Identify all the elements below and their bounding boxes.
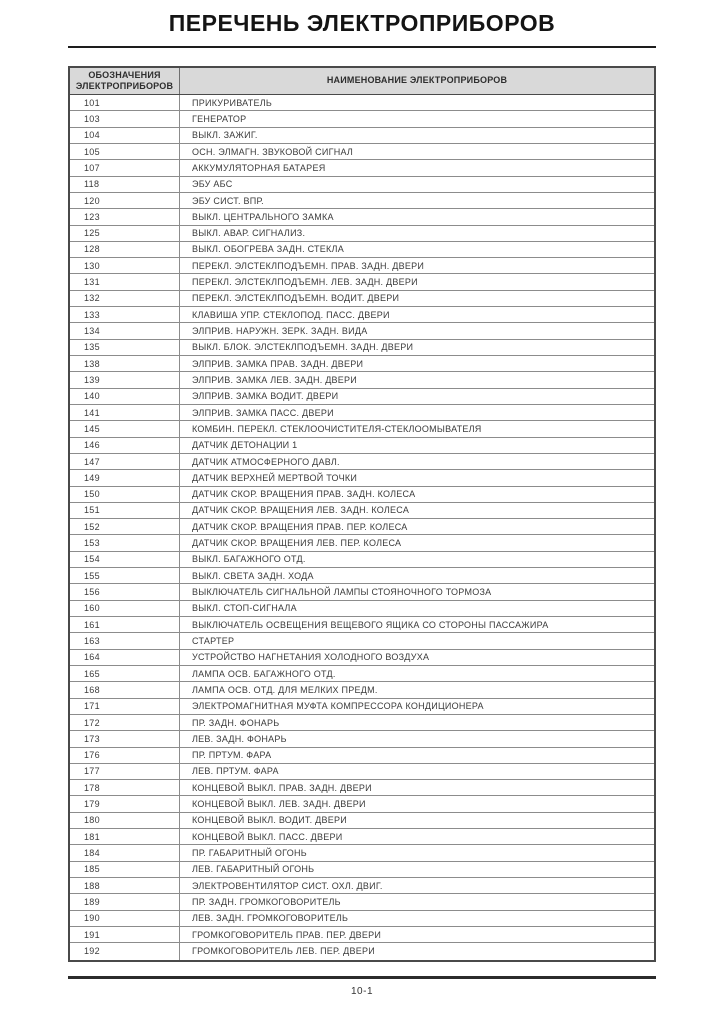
device-name-cell: ДАТЧИК ВЕРХНЕЙ МЕРТВОЙ ТОЧКИ: [192, 472, 358, 483]
table-row: [70, 829, 654, 845]
device-code-cell: 128: [70, 242, 180, 257]
device-code-cell: 118: [70, 177, 180, 192]
device-name-cell: ГЕНЕРАТОР: [192, 113, 247, 124]
device-code-cell: 163: [70, 633, 180, 648]
table-row: [70, 470, 654, 486]
device-code-cell: 134: [70, 323, 180, 338]
table-row: [70, 813, 654, 829]
device-name-cell: КОНЦЕВОЙ ВЫКЛ. ВОДИТ. ДВЕРИ: [192, 815, 347, 826]
device-name-cell: ЛЕВ. ЗАДН. ФОНАРЬ: [192, 733, 287, 744]
device-name-cell: ДАТЧИК АТМОСФЕРНОГО ДАВЛ.: [192, 456, 340, 467]
table-row: [70, 927, 654, 943]
device-code-cell: 141: [70, 405, 180, 420]
device-name-cell: КОНЦЕВОЙ ВЫКЛ. ПРАВ. ЗАДН. ДВЕРИ: [192, 782, 372, 793]
device-code-cell: 154: [70, 552, 180, 567]
device-code-cell: 105: [70, 144, 180, 159]
device-code-cell: 172: [70, 715, 180, 730]
table-row: [70, 650, 654, 666]
device-name-cell: ДАТЧИК СКОР. ВРАЩЕНИЯ ПРАВ. ПЕР. КОЛЕСА: [192, 521, 408, 532]
table-row: [70, 568, 654, 584]
table-row: [70, 258, 654, 274]
device-name-cell: ГРОМКОГОВОРИТЕЛЬ ЛЕВ. ПЕР. ДВЕРИ: [192, 946, 375, 957]
footer-divider: [68, 976, 656, 979]
table-row: [70, 617, 654, 633]
device-name-cell: ЭЛПРИВ. ЗАМКА ЛЕВ. ЗАДН. ДВЕРИ: [192, 374, 358, 385]
device-code-cell: 180: [70, 813, 180, 828]
title-divider: [68, 46, 656, 48]
table-row: [70, 943, 654, 959]
device-name-cell: ПР. ПРТУМ. ФАРА: [192, 750, 272, 761]
device-code-cell: 101: [70, 95, 180, 110]
table-row: [70, 519, 654, 535]
table-row: [70, 845, 654, 861]
table-row: [70, 715, 654, 731]
table-row: [70, 911, 654, 927]
table-row: [70, 764, 654, 780]
device-name-cell: КОНЦЕВОЙ ВЫКЛ. ЛЕВ. ЗАДН. ДВЕРИ: [192, 799, 366, 810]
device-code-cell: 190: [70, 911, 180, 926]
device-code-cell: 150: [70, 487, 180, 502]
column-header-designation: ОБОЗНАЧЕНИЯ ЭЛЕКТРОПРИБОРОВ: [70, 68, 180, 94]
table-row: [70, 95, 654, 111]
device-name-cell: СТАРТЕР: [192, 635, 235, 646]
device-code-cell: 188: [70, 878, 180, 893]
device-name-cell: ПРИКУРИВАТЕЛЬ: [192, 97, 273, 108]
device-code-cell: 161: [70, 617, 180, 632]
device-code-cell: 151: [70, 503, 180, 518]
device-code-cell: 171: [70, 699, 180, 714]
table-row: [70, 438, 654, 454]
table-row: [70, 666, 654, 682]
device-name-cell: ВЫКЛ. БАГАЖНОГО ОТД.: [192, 554, 306, 565]
device-code-cell: 139: [70, 372, 180, 387]
table-row: [70, 699, 654, 715]
device-name-cell: ЛЕВ. ГАБАРИТНЫЙ ОГОНЬ: [192, 864, 315, 875]
device-code-cell: 178: [70, 780, 180, 795]
table-row: [70, 111, 654, 127]
device-name-cell: ЛАМПА ОСВ. ОТД. ДЛЯ МЕЛКИХ ПРЕДМ.: [192, 684, 378, 695]
device-code-cell: 173: [70, 731, 180, 746]
device-code-cell: 192: [70, 943, 180, 959]
table-row: [70, 894, 654, 910]
device-name-cell: ЭЛПРИВ. НАРУЖН. ЗЕРК. ЗАДН. ВИДА: [192, 326, 368, 337]
device-code-cell: 184: [70, 845, 180, 860]
table-row: [70, 307, 654, 323]
device-name-cell: ПР. ГАБАРИТНЫЙ ОГОНЬ: [192, 848, 307, 859]
device-name-cell: ДАТЧИК СКОР. ВРАЩЕНИЯ ЛЕВ. ЗАДН. КОЛЕСА: [192, 505, 410, 516]
device-name-cell: ЭБУ АБС: [192, 179, 233, 190]
table-row: [70, 209, 654, 225]
device-name-cell: ВЫКЛЮЧАТЕЛЬ СИГНАЛЬНОЙ ЛАМПЫ СТОЯНОЧНОГО ТОРМОЗА: [192, 587, 492, 598]
device-name-cell: ВЫКЛ. ЗАЖИГ.: [192, 130, 258, 141]
device-code-cell: 176: [70, 748, 180, 763]
device-code-cell: 107: [70, 160, 180, 175]
electrical-devices-table: [68, 66, 656, 962]
table-row: [70, 601, 654, 617]
table-row: [70, 731, 654, 747]
table-row: [70, 487, 654, 503]
device-code-cell: 165: [70, 666, 180, 681]
table-row: [70, 242, 654, 258]
table-row: [70, 274, 654, 290]
device-name-cell: ВЫКЛ. ЦЕНТРАЛЬНОГО ЗАМКА: [192, 211, 334, 222]
table-row: [70, 128, 654, 144]
device-name-cell: ПЕРЕКЛ. ЭЛСТЕКЛПОДЪЕМН. ПРАВ. ЗАДН. ДВЕРИ: [192, 260, 425, 271]
device-name-cell: ДАТЧИК СКОР. ВРАЩЕНИЯ ЛЕВ. ПЕР. КОЛЕСА: [192, 538, 402, 549]
device-name-cell: ЭБУ СИСТ. ВПР.: [192, 195, 264, 206]
table-row: [70, 421, 654, 437]
device-code-cell: 164: [70, 650, 180, 665]
table-header-row: [70, 68, 654, 95]
device-code-cell: 103: [70, 111, 180, 126]
device-name-cell: ЭЛПРИВ. ЗАМКА ПАСС. ДВЕРИ: [192, 407, 334, 418]
device-code-cell: 191: [70, 927, 180, 942]
device-name-cell: ВЫКЛ. СВЕТА ЗАДН. ХОДА: [192, 570, 314, 581]
device-code-cell: 120: [70, 193, 180, 208]
device-name-cell: ГРОМКОГОВОРИТЕЛЬ ПРАВ. ПЕР. ДВЕРИ: [192, 929, 382, 940]
table-row: [70, 405, 654, 421]
page-number: 10-1: [350, 986, 373, 997]
device-code-cell: 135: [70, 340, 180, 355]
device-name-cell: АККУМУЛЯТОРНАЯ БАТАРЕЯ: [192, 162, 326, 173]
device-code-cell: 149: [70, 470, 180, 485]
device-code-cell: 152: [70, 519, 180, 534]
table-row: [70, 372, 654, 388]
device-name-cell: ЛЕВ. ЗАДН. ГРОМКОГОВОРИТЕЛЬ: [192, 913, 349, 924]
table-row: [70, 323, 654, 339]
device-name-cell: ПЕРЕКЛ. ЭЛСТЕКЛПОДЪЕМН. ЛЕВ. ЗАДН. ДВЕРИ: [192, 277, 418, 288]
device-code-cell: 153: [70, 535, 180, 550]
device-code-cell: 133: [70, 307, 180, 322]
device-name-cell: ПЕРЕКЛ. ЭЛСТЕКЛПОДЪЕМН. ВОДИТ. ДВЕРИ: [192, 293, 400, 304]
device-code-cell: 130: [70, 258, 180, 273]
table-row: [70, 748, 654, 764]
device-code-cell: 140: [70, 389, 180, 404]
table-row: [70, 584, 654, 600]
device-name-cell: ЭЛПРИВ. ЗАМКА ВОДИТ. ДВЕРИ: [192, 391, 339, 402]
table-row: [70, 291, 654, 307]
device-code-cell: 181: [70, 829, 180, 844]
table-row: [70, 226, 654, 242]
device-name-cell: ЭЛЕКТРОВЕНТИЛЯТОР СИСТ. ОХЛ. ДВИГ.: [192, 880, 383, 891]
device-code-cell: 185: [70, 862, 180, 877]
device-name-cell: ВЫКЛ. СТОП-СИГНАЛА: [192, 603, 297, 614]
device-name-cell: ПР. ЗАДН. ГРОМКОГОВОРИТЕЛЬ: [192, 896, 341, 907]
device-code-cell: 146: [70, 438, 180, 453]
device-name-cell: КЛАВИША УПР. СТЕКЛОПОД. ПАСС. ДВЕРИ: [192, 309, 390, 320]
device-name-cell: ЛЕВ. ПРТУМ. ФАРА: [192, 766, 279, 777]
table-row: [70, 633, 654, 649]
device-name-cell: ЛАМПА ОСВ. БАГАЖНОГО ОТД.: [192, 668, 336, 679]
device-code-cell: 168: [70, 682, 180, 697]
device-code-cell: 132: [70, 291, 180, 306]
table-row: [70, 535, 654, 551]
device-code-cell: 125: [70, 226, 180, 241]
table-row: [70, 878, 654, 894]
device-name-cell: ВЫКЛ. ОБОГРЕВА ЗАДН. СТЕКЛА: [192, 244, 344, 255]
device-code-cell: 145: [70, 421, 180, 436]
table-row: [70, 177, 654, 193]
device-name-cell: КОНЦЕВОЙ ВЫКЛ. ПАСС. ДВЕРИ: [192, 831, 343, 842]
table-row: [70, 503, 654, 519]
device-name-cell: КОМБИН. ПЕРЕКЛ. СТЕКЛООЧИСТИТЕЛЯ-СТЕКЛООМЫВАТЕЛЯ: [192, 423, 482, 434]
page-title: ПЕРЕЧЕНЬ ЭЛЕКТРОПРИБОРОВ: [168, 10, 556, 36]
device-code-cell: 156: [70, 584, 180, 599]
device-name-cell: ВЫКЛ. АВАР. СИГНАЛИЗ.: [192, 228, 306, 239]
table-row: [70, 780, 654, 796]
table-row: [70, 454, 654, 470]
table-row: [70, 389, 654, 405]
device-name-cell: ЭЛЕКТРОМАГНИТНАЯ МУФТА КОМПРЕССОРА КОНДИЦИОНЕРА: [192, 701, 484, 712]
device-code-cell: 177: [70, 764, 180, 779]
table-row: [70, 340, 654, 356]
device-code-cell: 147: [70, 454, 180, 469]
column-header-name: НАИМЕНОВАНИЕ ЭЛЕКТРОПРИБОРОВ: [326, 75, 508, 86]
table-row: [70, 144, 654, 160]
device-name-cell: ДАТЧИК СКОР. ВРАЩЕНИЯ ПРАВ. ЗАДН. КОЛЕСА: [192, 489, 416, 500]
device-name-cell: ДАТЧИК ДЕТОНАЦИИ 1: [192, 440, 298, 451]
table-row: [70, 160, 654, 176]
device-name-cell: ЭЛПРИВ. ЗАМКА ПРАВ. ЗАДН. ДВЕРИ: [192, 358, 364, 369]
device-code-cell: 189: [70, 894, 180, 909]
device-name-cell: УСТРОЙСТВО НАГНЕТАНИЯ ХОЛОДНОГО ВОЗДУХА: [192, 652, 430, 663]
table-row: [70, 862, 654, 878]
device-code-cell: 104: [70, 128, 180, 143]
table-row: [70, 356, 654, 372]
device-code-cell: 160: [70, 601, 180, 616]
device-code-cell: 138: [70, 356, 180, 371]
table-row: [70, 193, 654, 209]
device-name-cell: ВЫКЛЮЧАТЕЛЬ ОСВЕЩЕНИЯ ВЕЩЕВОГО ЯЩИКА СО СТОРОНЫ ПАССАЖИРА: [192, 619, 549, 630]
table-row: [70, 682, 654, 698]
device-name-cell: ВЫКЛ. БЛОК. ЭЛСТЕКЛПОДЪЕМН. ЗАДН. ДВЕРИ: [192, 342, 414, 353]
device-code-cell: 131: [70, 274, 180, 289]
table-row: [70, 552, 654, 568]
device-code-cell: 179: [70, 796, 180, 811]
device-name-cell: ОСН. ЭЛМАГН. ЗВУКОВОЙ СИГНАЛ: [192, 146, 354, 157]
device-code-cell: 123: [70, 209, 180, 224]
device-code-cell: 155: [70, 568, 180, 583]
table-row: [70, 796, 654, 812]
device-name-cell: ПР. ЗАДН. ФОНАРЬ: [192, 717, 280, 728]
table-body: [70, 95, 654, 960]
